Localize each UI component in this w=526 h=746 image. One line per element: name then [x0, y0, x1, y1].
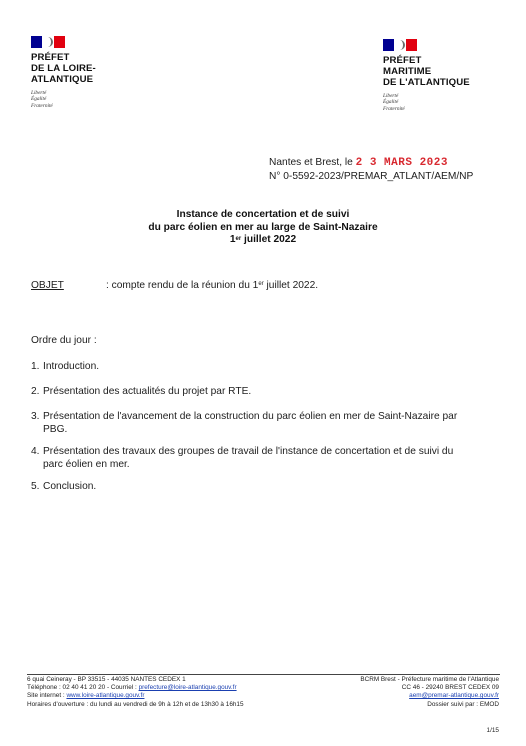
right-org-line-2: MARITIME [383, 66, 432, 77]
footer-left [27, 676, 244, 709]
footer-right-followup: Dossier suivi par : EMOD [427, 700, 499, 708]
agenda-item-2 [31, 385, 252, 398]
footer-email-link[interactable]: prefecture@loire-atlantique.gouv.fr [138, 684, 237, 692]
motto-egalite: Égalité [383, 99, 399, 106]
agenda-item-5 [31, 480, 97, 493]
agenda-item-text-line-2: parc éolien en mer. [43, 459, 130, 470]
title-day: 1 [229, 234, 236, 245]
agenda-item-1 [31, 360, 100, 373]
footer-divider [27, 674, 500, 675]
title-month-year: juillet 2022 [241, 234, 297, 245]
agenda-item-3 [31, 410, 458, 435]
marianne-logo-right [383, 39, 417, 51]
right-motto [383, 93, 405, 112]
agenda-item-number: 3. [31, 411, 40, 422]
left-org-line-3: ATLANTIQUE [31, 74, 94, 85]
agenda-item-text: Présentation des actualités du projet par RTE. [43, 386, 252, 397]
right-org-name [383, 55, 470, 88]
left-org-name [31, 52, 96, 85]
object-label: OBJET [31, 280, 64, 291]
date-stamp: 2 3 MARS 2023 [355, 157, 448, 169]
place-prefix: Nantes et Brest, le [269, 157, 353, 168]
title-line-3 [0, 234, 526, 247]
title-line-1: Instance de concertation et de suivi [176, 209, 350, 220]
agenda-item-number: 5. [31, 481, 40, 492]
left-motto [31, 90, 53, 109]
agenda-item-text-line-1: Présentation de l'avancement de la construction du parc éolien en mer de Saint-Nazaire par [43, 411, 458, 422]
motto-fraternite: Fraternité [383, 105, 405, 112]
footer-address: 6 quai Ceineray - BP 33515 - 44035 NANTES CEDEX 1 [27, 676, 186, 683]
document-title [0, 209, 526, 247]
object-text-end: juillet 2022. [263, 280, 319, 291]
motto-fraternite: Fraternité [31, 102, 53, 109]
motto-liberte: Liberté [31, 90, 47, 96]
title-line-2: du parc éolien en mer au large de Saint-Nazaire [148, 221, 378, 233]
marianne-logo-left [31, 36, 65, 48]
footer-right-org: BCRM Brest - Préfecture maritime de l'Atlantique [360, 676, 499, 683]
footer-website-link[interactable]: www.loire-atlantique.gouv.fr [66, 692, 145, 700]
agenda-item-4 [31, 445, 454, 470]
agenda-heading: Ordre du jour : [31, 335, 97, 346]
motto-egalite: Égalité [31, 96, 47, 103]
left-org-line-1: PRÉFET [31, 52, 70, 63]
footer-right-address: CC 46 - 29240 BREST CEDEX 09 [401, 684, 499, 692]
reference-number: N° 0-5592-2023/PREMAR_ATLANT/AEM/NP [269, 171, 474, 182]
left-org-line-2: DE LA LOIRE- [31, 63, 96, 74]
agenda-item-number: 1. [31, 361, 40, 372]
motto-liberte: Liberté [383, 93, 399, 99]
title-day-suffix: er [235, 236, 242, 242]
agenda-item-text-line-2: PBG. [43, 424, 68, 435]
page-number: 1/15 [486, 727, 499, 734]
footer-right-email-link[interactable]: aem@premar-atlantique.gouv.fr [409, 692, 499, 700]
right-org-line-3: DE L'ATLANTIQUE [383, 77, 470, 88]
object-day-suffix: er [258, 281, 264, 287]
object-text-start: : compte rendu de la réunion du 1 [106, 280, 259, 291]
footer-right [360, 676, 499, 709]
agenda-item-number: 4. [31, 446, 40, 457]
footer-site-line [27, 692, 244, 700]
object-text [106, 279, 318, 292]
footer-phone-line [27, 684, 244, 692]
right-org-line-1: PRÉFET [383, 55, 422, 66]
footer-site-label: Site internet : [27, 692, 67, 700]
agenda-item-text-line-1: Présentation des travaux des groupes de travail de l'instance de concertation et de suivi du [43, 446, 454, 457]
agenda-item-text: Introduction. [43, 361, 100, 372]
footer-phone: Téléphone : 02 40 41 20 20 - Courriel : [27, 684, 139, 692]
place-date-line [269, 156, 448, 170]
agenda-item-text: Conclusion. [43, 481, 97, 492]
agenda-item-number: 2. [31, 386, 40, 397]
footer-hours: Horaires d'ouverture : du lundi au vendredi de 9h à 12h et de 13h30 à 16h15 [27, 700, 244, 708]
